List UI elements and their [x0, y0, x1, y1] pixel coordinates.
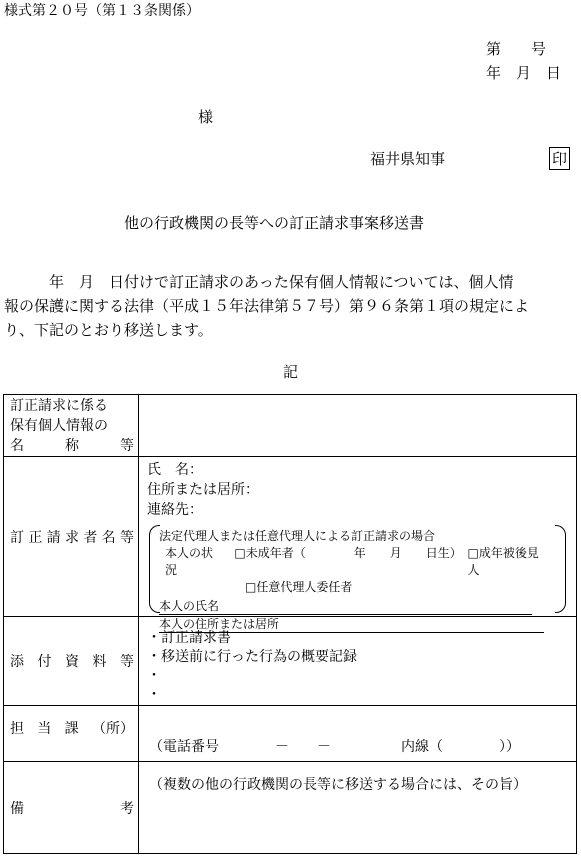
- label-line: [10, 435, 134, 455]
- status-label: 本人の状況: [165, 546, 214, 577]
- label-char: 当: [37, 721, 52, 737]
- value-department: [139, 706, 577, 762]
- attachment-item[interactable]: ・: [147, 687, 161, 703]
- addressee-suffix: 様: [198, 108, 214, 126]
- label-remarks: [4, 762, 139, 854]
- label-info-name: [4, 395, 139, 457]
- page-title: 他の行政機関の長等への訂正請求事案移送書: [124, 214, 425, 232]
- phone-field[interactable]: （電話番号 － － 内線（ ））: [149, 739, 520, 755]
- label-char: 求: [64, 529, 79, 546]
- label-char: 等: [119, 529, 134, 546]
- sender: 福井県知事: [370, 150, 446, 168]
- proxy-title: 法定代理人または任意代理人による訂正請求の場合: [159, 529, 436, 543]
- label-requester: [4, 457, 139, 617]
- label-char: 料: [92, 654, 107, 670]
- seal-stamp: 印: [549, 147, 570, 170]
- label-line: 訂正請求に係る: [10, 398, 108, 414]
- label-char: 資: [65, 654, 79, 670]
- row-department: [4, 706, 577, 762]
- label-char: 名: [10, 438, 24, 454]
- label-line: [10, 718, 134, 738]
- principal-address-field[interactable]: 本人の住所または居所: [159, 615, 544, 633]
- details-table: [3, 394, 577, 854]
- requester-name-field[interactable]: 氏 名：: [147, 462, 203, 478]
- value-requester: [139, 457, 577, 631]
- requester-address-field[interactable]: 住所または居所：: [147, 482, 259, 498]
- row-remarks: [4, 762, 577, 854]
- label-char: 名: [101, 529, 116, 546]
- requester-contact-field[interactable]: 連絡先：: [147, 502, 203, 518]
- attachment-item: ・訂正請求書: [147, 630, 231, 646]
- label-line: 保有個人情報の: [10, 418, 108, 434]
- label-char: 等: [120, 438, 134, 454]
- remarks-note: （複数の他の行政機関の長等に移送する場合には、その旨）: [149, 777, 527, 793]
- adult-guardian-checkbox[interactable]: □成年被後見人: [467, 546, 539, 577]
- attachment-item: ・移送前に行った行為の概要記録: [147, 649, 357, 665]
- label-department: [4, 706, 139, 762]
- row-requester: [4, 457, 577, 617]
- proxy-section: [149, 525, 566, 631]
- label-char: （所）: [91, 721, 134, 737]
- label-line: [10, 798, 134, 818]
- label-char: 称: [65, 438, 79, 454]
- document-date: 年 月 日: [486, 64, 562, 82]
- label-char: 請: [46, 529, 61, 546]
- label-char: 訂: [10, 529, 24, 546]
- value-remarks[interactable]: [139, 762, 577, 854]
- document-number: 第 号: [486, 40, 547, 58]
- label-line: [10, 651, 134, 671]
- label-char: 等: [120, 654, 134, 670]
- body-line-1: 年 月 日付けで訂正請求のあった保有個人情報については、個人情: [4, 273, 514, 291]
- label-line: [10, 527, 134, 547]
- voluntary-agent-checkbox[interactable]: □任意代理人委任者: [245, 580, 353, 594]
- label-char: 正: [28, 529, 43, 546]
- body-line-2: 報の保護に関する法律（平成１５年法律第５７号）第９６条第１項の規定によ: [4, 297, 530, 315]
- label-char: 課: [64, 721, 79, 737]
- label-char: 者: [83, 529, 98, 546]
- principal-name-field[interactable]: 本人の氏名: [159, 597, 532, 615]
- label-char: 付: [37, 654, 52, 670]
- label-char: 備: [10, 800, 24, 817]
- ki-heading: 記: [283, 363, 299, 381]
- attachment-item[interactable]: ・: [147, 668, 161, 684]
- form-id: 様式第２０号（第１３条関係）: [4, 3, 200, 19]
- label-char: 担: [10, 721, 24, 737]
- label-char: 添: [10, 654, 24, 670]
- status-line: [159, 544, 550, 578]
- label-attachments: [4, 617, 139, 706]
- label-char: 考: [120, 800, 134, 817]
- value-info-name[interactable]: [139, 395, 577, 457]
- row-info-name: [4, 395, 577, 457]
- minor-checkbox[interactable]: □未成年者（ 年 月 日生）: [234, 546, 462, 560]
- body-line-3: り、下記のとおり移送します。: [4, 321, 213, 339]
